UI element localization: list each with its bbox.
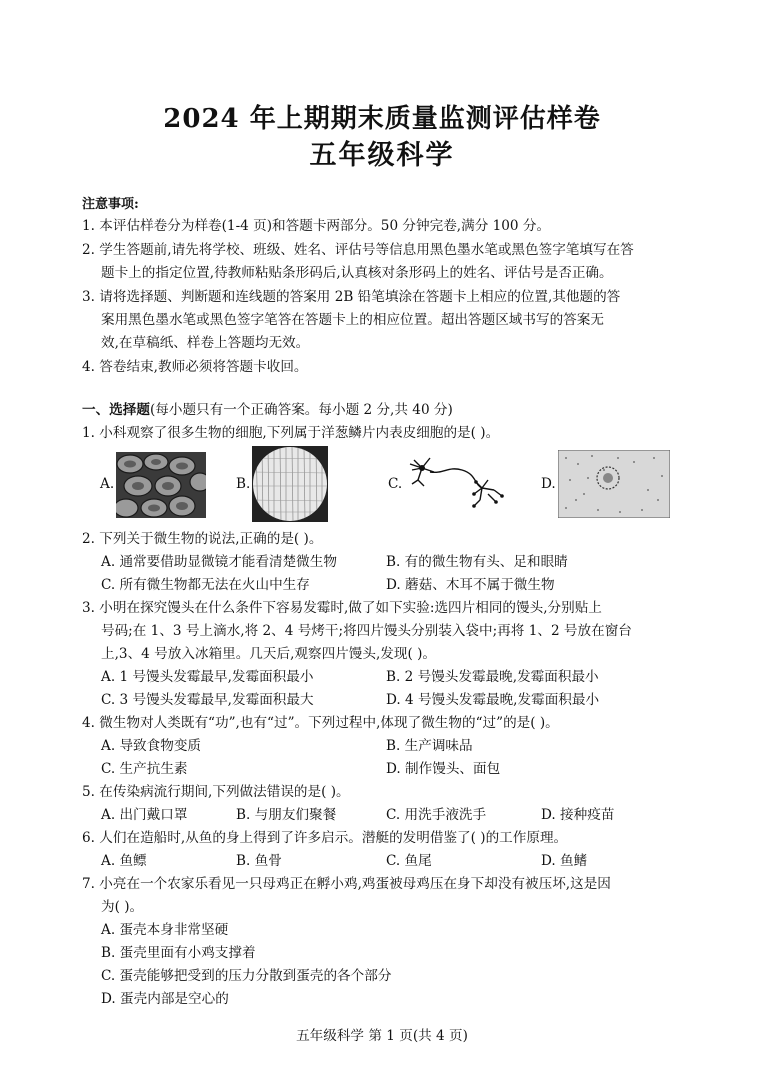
page-subtitle: 五年级科学 (309, 140, 455, 171)
question-6-stem: 6. 人们在造船时,从鱼的身上得到了许多启示。潜艇的发明借鉴了( )的工作原理。 (82, 830, 568, 846)
q5-option-c: C. 用洗手液洗手 (386, 807, 487, 823)
q1-option-c-label: C. (388, 476, 403, 492)
animal-cell-image (558, 450, 670, 518)
q5-option-a: A. 出门戴口罩 (101, 807, 188, 823)
question-7-stem: 7. 小亮在一个农家乐看见一只母鸡正在孵小鸡,鸡蛋被母鸡压在身下却没有被压坏,这是因 (82, 876, 611, 892)
section-desc: (每小题只有一个正确答案。每小题 2 分,共 40 分) (149, 402, 453, 418)
q3-option-b: B. 2 号馒头发霉最晚,发霉面积最小 (386, 669, 599, 685)
q5-option-b: B. 与朋友们聚餐 (236, 807, 337, 823)
q4-option-a: A. 导致食物变质 (101, 738, 202, 754)
notes-line: 3. 请将选择题、判断题和连线题的答案用 2B 铅笔填涂在答题卡上相应的位置,其他题的答 (82, 289, 621, 305)
question-1-stem: 1. 小科观察了很多生物的细胞,下列属于洋葱鳞片内表皮细胞的是( )。 (82, 425, 500, 441)
q3-option-d: D. 4 号馒头发霉最晚,发霉面积最小 (386, 692, 600, 708)
question-5-stem: 5. 在传染病流行期间,下列做法错误的是( )。 (82, 784, 350, 800)
section-heading (82, 400, 453, 420)
question-7-stem: 为( )。 (101, 899, 144, 915)
q5-option-d: D. 接种疫苗 (541, 807, 615, 823)
q2-option-c: C. 所有微生物都无法在火山中生存 (101, 577, 310, 593)
nerve-cell-image (404, 454, 508, 514)
q1-option-a-label: A. (100, 476, 115, 492)
page-footer: 五年级科学 第 1 页(共 4 页) (296, 1028, 468, 1044)
q1-option-b-label: B. (236, 476, 251, 492)
notes-line: 4. 答卷结束,教师必须将答题卡收回。 (82, 359, 308, 375)
notes-line: 效,在草稿纸、样卷上答题均无效。 (101, 335, 310, 351)
notes-heading: 注意事项: (82, 197, 139, 212)
q1-option-d-label: D. (541, 476, 556, 492)
q2-option-d: D. 蘑菇、木耳不属于微生物 (386, 577, 555, 593)
onion-cells-image (252, 446, 328, 522)
q2-option-b: B. 有的微生物有头、足和眼睛 (386, 554, 568, 570)
question-3-stem: 上,3、4 号放入冰箱里。几天后,观察四片馒头,发现( )。 (101, 646, 436, 662)
q7-option-c: C. 蛋壳能够把受到的压力分散到蛋壳的各个部分 (101, 968, 392, 984)
notes-line: 题卡上的指定位置,待教师粘贴条形码后,认真核对条形码上的姓名、评估号是否正确。 (101, 265, 613, 281)
question-4-stem: 4. 微生物对人类既有“功”,也有“过”。下列过程中,体现了微生物的“过”的是( )。 (82, 715, 559, 731)
q6-option-c: C. 鱼尾 (386, 853, 432, 869)
q7-option-d: D. 蛋壳内部是空心的 (101, 991, 229, 1007)
question-2-stem: 2. 下列关于微生物的说法,正确的是( )。 (82, 531, 323, 547)
page-title: 2024 年上期期末质量监测评估样卷 (163, 104, 601, 134)
q6-option-b: B. 鱼骨 (236, 853, 282, 869)
q6-option-d: D. 鱼鳍 (541, 853, 588, 869)
q4-option-d: D. 制作馒头、面包 (386, 761, 501, 777)
q2-option-a: A. 通常要借助显微镜才能看清楚微生物 (101, 554, 337, 570)
q7-option-a: A. 蛋壳本身非常坚硬 (101, 922, 229, 938)
section-title: 一、选择题 (82, 402, 150, 418)
q3-option-a: A. 1 号馒头发霉最早,发霉面积最小 (101, 669, 314, 685)
red-blood-cells-image (116, 452, 206, 518)
q4-option-c: C. 生产抗生素 (101, 761, 188, 777)
q3-option-c: C. 3 号馒头发霉最早,发霉面积最大 (101, 692, 314, 708)
notes-line: 2. 学生答题前,请先将学校、班级、姓名、评估号等信息用黑色墨水笔或黑色签字笔填写在答 (82, 242, 634, 258)
question-3-stem: 号码;在 1、3 号上滴水,将 2、4 号烤干;将四片馒头分别装入袋中;再将 1、2 号放在窗台 (101, 623, 632, 639)
question-3-stem: 3. 小明在探究馒头在什么条件下容易发霉时,做了如下实验:选四片相同的馒头,分别贴上 (82, 600, 602, 616)
q6-option-a: A. 鱼鳔 (101, 853, 147, 869)
q7-option-b: B. 蛋壳里面有小鸡支撑着 (101, 945, 256, 961)
q4-option-b: B. 生产调味品 (386, 738, 473, 754)
notes-line: 1. 本评估样卷分为样卷(1-4 页)和答题卡两部分。50 分钟完卷,满分 100 分。 (82, 218, 551, 234)
notes-line: 案用黑色墨水笔或黑色签字笔答在答题卡上的相应位置。超出答题区域书写的答案无 (101, 312, 604, 328)
